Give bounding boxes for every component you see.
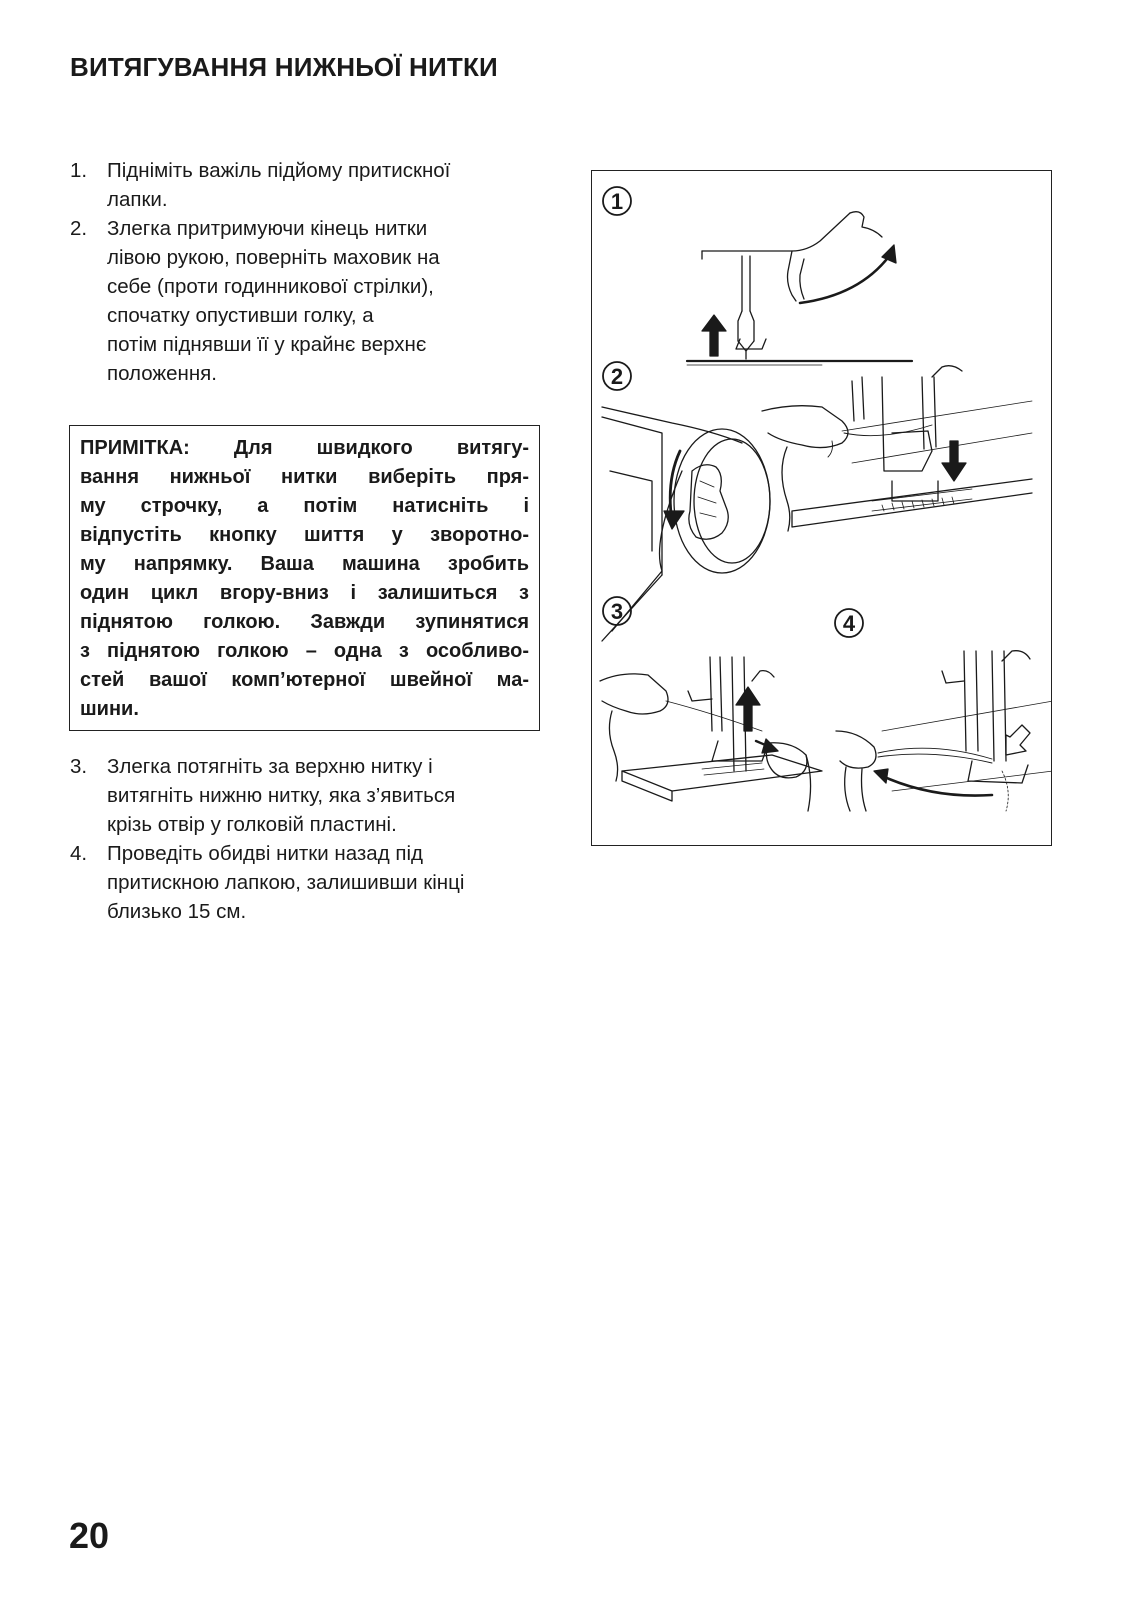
- page-number: 20: [69, 1515, 110, 1556]
- step-label-4: 4: [842, 611, 856, 636]
- panel-1-illustration: [603, 187, 912, 365]
- step-label-2: 2: [610, 364, 624, 389]
- step-line: Проведіть обидві нитки назад під: [107, 842, 423, 865]
- step-number: 3.: [70, 755, 88, 778]
- step-line: лапки.: [107, 188, 168, 211]
- panel-4-illustration: [835, 609, 1052, 811]
- panel-2-illustration: [602, 362, 1032, 641]
- note-line: вання нижньої нитки виберіть пря-: [80, 466, 529, 488]
- steps-list-part2: [70, 752, 540, 926]
- note-line: ПРИМІТКА: Для швидкого витягу-: [80, 437, 529, 459]
- step-line: спочатку опустивши голку, а: [107, 304, 374, 327]
- step-line: Злегка притримуючи кінець нитки: [107, 217, 428, 240]
- step-line: себе (проти годинникової стрілки),: [107, 275, 434, 298]
- threading-illustration: [592, 171, 1052, 846]
- note-line: відпустіть кнопку шиття у зворотно-: [80, 524, 529, 546]
- step-item: [70, 752, 540, 839]
- note-box: [69, 425, 540, 731]
- step-line: Злегка потягніть за верхню нитку і: [107, 755, 433, 778]
- step-item: [70, 156, 540, 214]
- note-line: з піднятою голкою – одна з особливо-: [80, 640, 529, 662]
- step-item: [70, 839, 540, 926]
- note-line: один цикл вгору-вниз і залишиться з: [80, 582, 529, 604]
- step-line: близько 15 см.: [107, 900, 247, 923]
- step-line: потім піднявши її у крайнє верхнє: [107, 333, 427, 356]
- step-number: 1.: [70, 159, 88, 182]
- step-label-1: 1: [610, 189, 624, 214]
- step-line: лівою рукою, поверніть маховик на: [107, 246, 440, 269]
- step-number: 4.: [70, 842, 88, 865]
- step-line: витягніть нижню нитку, яка з’явиться: [107, 784, 456, 807]
- step-number: 2.: [70, 217, 88, 240]
- page-title: ВИТЯГУВАННЯ НИЖНЬОЇ НИТКИ: [70, 52, 498, 82]
- steps-list-part1: [70, 156, 540, 388]
- step-line: положення.: [107, 362, 217, 385]
- note-line: піднятою голкою. Завжди зупинятися: [80, 611, 529, 633]
- note-line: му напрямку. Ваша машина зробить: [80, 553, 529, 575]
- note-line: му строчку, а потім натисніть і: [80, 495, 529, 517]
- note-line: стей вашої комп’ютерної швейної ма-: [80, 669, 529, 691]
- illustration-frame: [591, 170, 1052, 846]
- panel-3-illustration: [600, 597, 822, 811]
- step-line: притискною лапкою, залишивши кінці: [107, 871, 465, 894]
- step-label-3: 3: [610, 599, 624, 624]
- step-line: крізь отвір у голковій пластині.: [107, 813, 397, 836]
- note-line: шини.: [80, 698, 139, 720]
- step-item: [70, 214, 540, 388]
- step-line: Підніміть важіль підйому притискної: [107, 159, 451, 182]
